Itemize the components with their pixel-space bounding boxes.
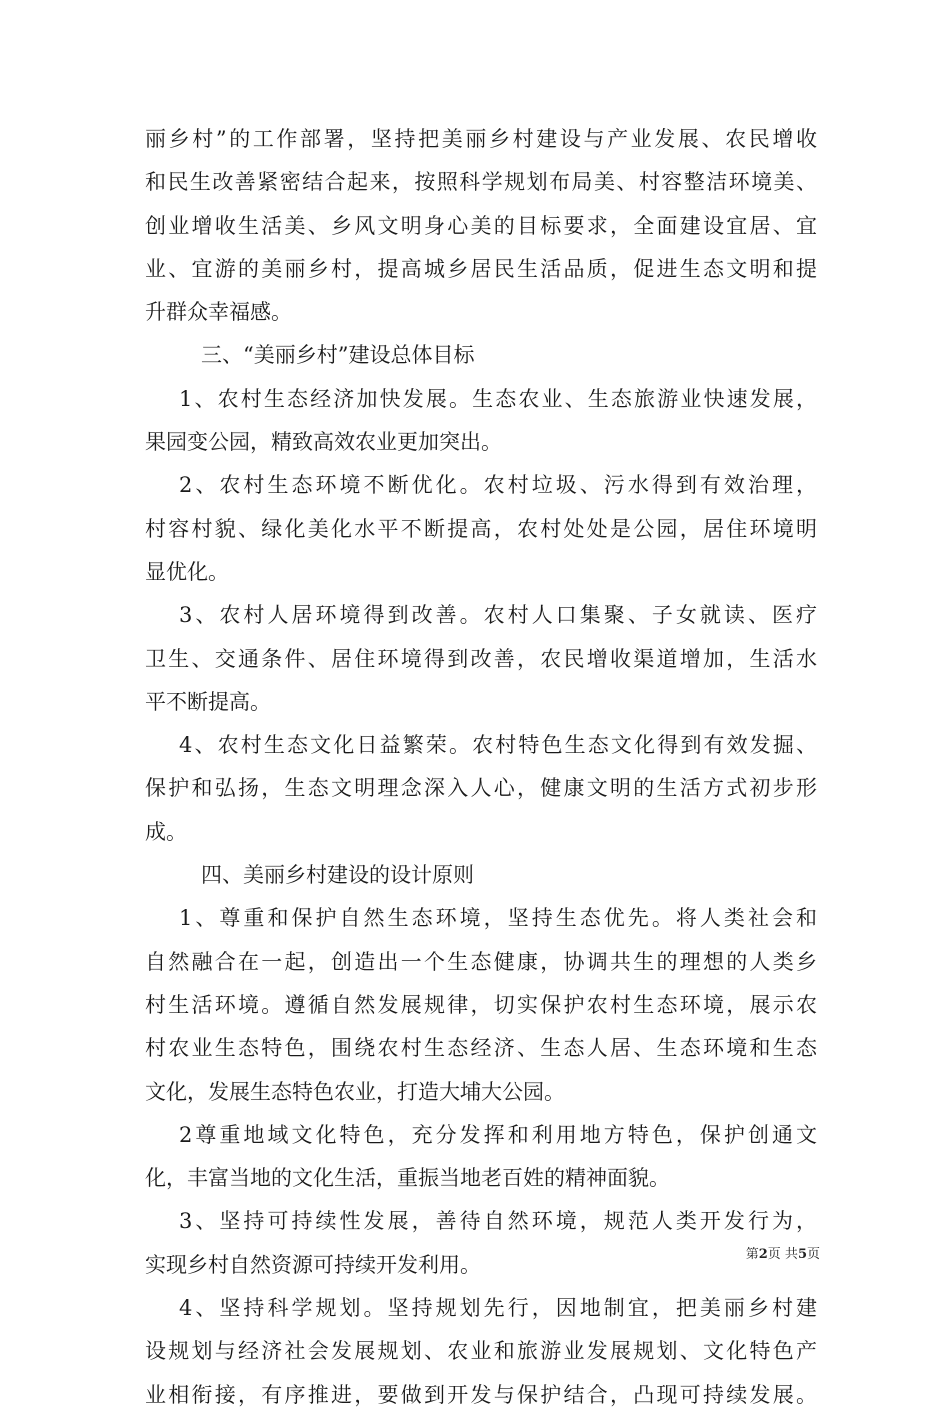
text-line: 2尊重地域文化特色，充分发挥和利用地方特色，保护创通文: [179, 1122, 817, 1147]
footer-suffix: 页: [806, 1247, 820, 1262]
footer-prefix: 第: [745, 1247, 759, 1262]
text-line: 村生活环境。遵循自然发展规律，切实保护农村生态环境，展示农: [145, 992, 817, 1017]
text-line: 3、坚持可持续性发展，善待自然环境，规范人类开发行为，: [179, 1209, 817, 1234]
text-line: 成。: [145, 819, 187, 844]
text-line: 文化，发展生态特色农业，打造大埔大公园。: [145, 1079, 565, 1104]
text-line: 升群众幸福感。: [145, 300, 292, 325]
page-number-footer: [700, 1246, 820, 1264]
text-line: 1、尊重和保护自然生态环境，坚持生态优先。将人类社会和: [179, 906, 817, 931]
text-line: 实现乡村自然资源可持续开发利用。: [145, 1252, 481, 1277]
text-line: 显优化。: [145, 559, 229, 584]
text-line: 平不断提高。: [145, 689, 271, 714]
text-line: 丽乡村”的工作部署，坚持把美丽乡村建设与产业发展、农民增收: [145, 127, 817, 151]
total-pages-number: 5: [797, 1247, 807, 1262]
footer-middle: 页 共: [767, 1247, 798, 1262]
text-line: 卫生、交通条件、居住环境得到改善，农民增收渠道增加，生活水: [145, 646, 817, 671]
text-line: 果园变公园，精致高效农业更加突出。: [145, 430, 502, 455]
text-line: 保护和弘扬，生态文明理念深入人心，健康文明的生活方式初步形: [145, 776, 817, 801]
text-line: 和民生改善紧密结合起来，按照科学规划布局美、村容整洁环境美、: [145, 170, 817, 195]
text-line: 4、农村生态文化日益繁荣。农村特色生态文化得到有效发掘、: [179, 733, 817, 758]
text-line: 2、农村生态环境不断优化。农村垃圾、污水得到有效治理，: [179, 473, 817, 498]
text-line: 四、美丽乡村建设的设计原则: [201, 863, 474, 888]
text-line: 三、“美丽乡村”建设总体目标: [201, 343, 475, 368]
text-line: 自然融合在一起，创造出一个生态健康，协调共生的理想的人类乡: [145, 949, 817, 974]
text-line: 化，丰富当地的文化生活，重振当地老百姓的精神面貌。: [145, 1166, 670, 1191]
text-line: 4、坚持科学规划。坚持规划先行，因地制宜，把美丽乡村建: [179, 1296, 817, 1321]
text-line: 创业增收生活美、乡风文明身心美的目标要求，全面建设宜居、宜: [145, 213, 817, 238]
text-line: 设规划与经济社会发展规划、农业和旅游业发展规划、文化特色产: [145, 1339, 817, 1364]
text-line: 1、农村生态经济加快发展。生态农业、生态旅游业快速发展，: [179, 386, 817, 411]
text-line: 业、宜游的美丽乡村，提高城乡居民生活品质，促进生态文明和提: [145, 256, 817, 281]
current-page-number: 2: [758, 1247, 768, 1262]
text-line: 村容村貌、绿化美化水平不断提高，农村处处是公园，居住环境明: [145, 516, 817, 541]
text-line: 业相衔接，有序推进，要做到开发与保护结合，凸现可持续发展。: [145, 1382, 817, 1407]
document-body: [145, 118, 817, 1417]
text-line: 村农业生态特色，围绕农村生态经济、生态人居、生态环境和生态: [145, 1036, 817, 1061]
text-line: 3、农村人居环境得到改善。农村人口集聚、子女就读、医疗: [179, 603, 817, 628]
